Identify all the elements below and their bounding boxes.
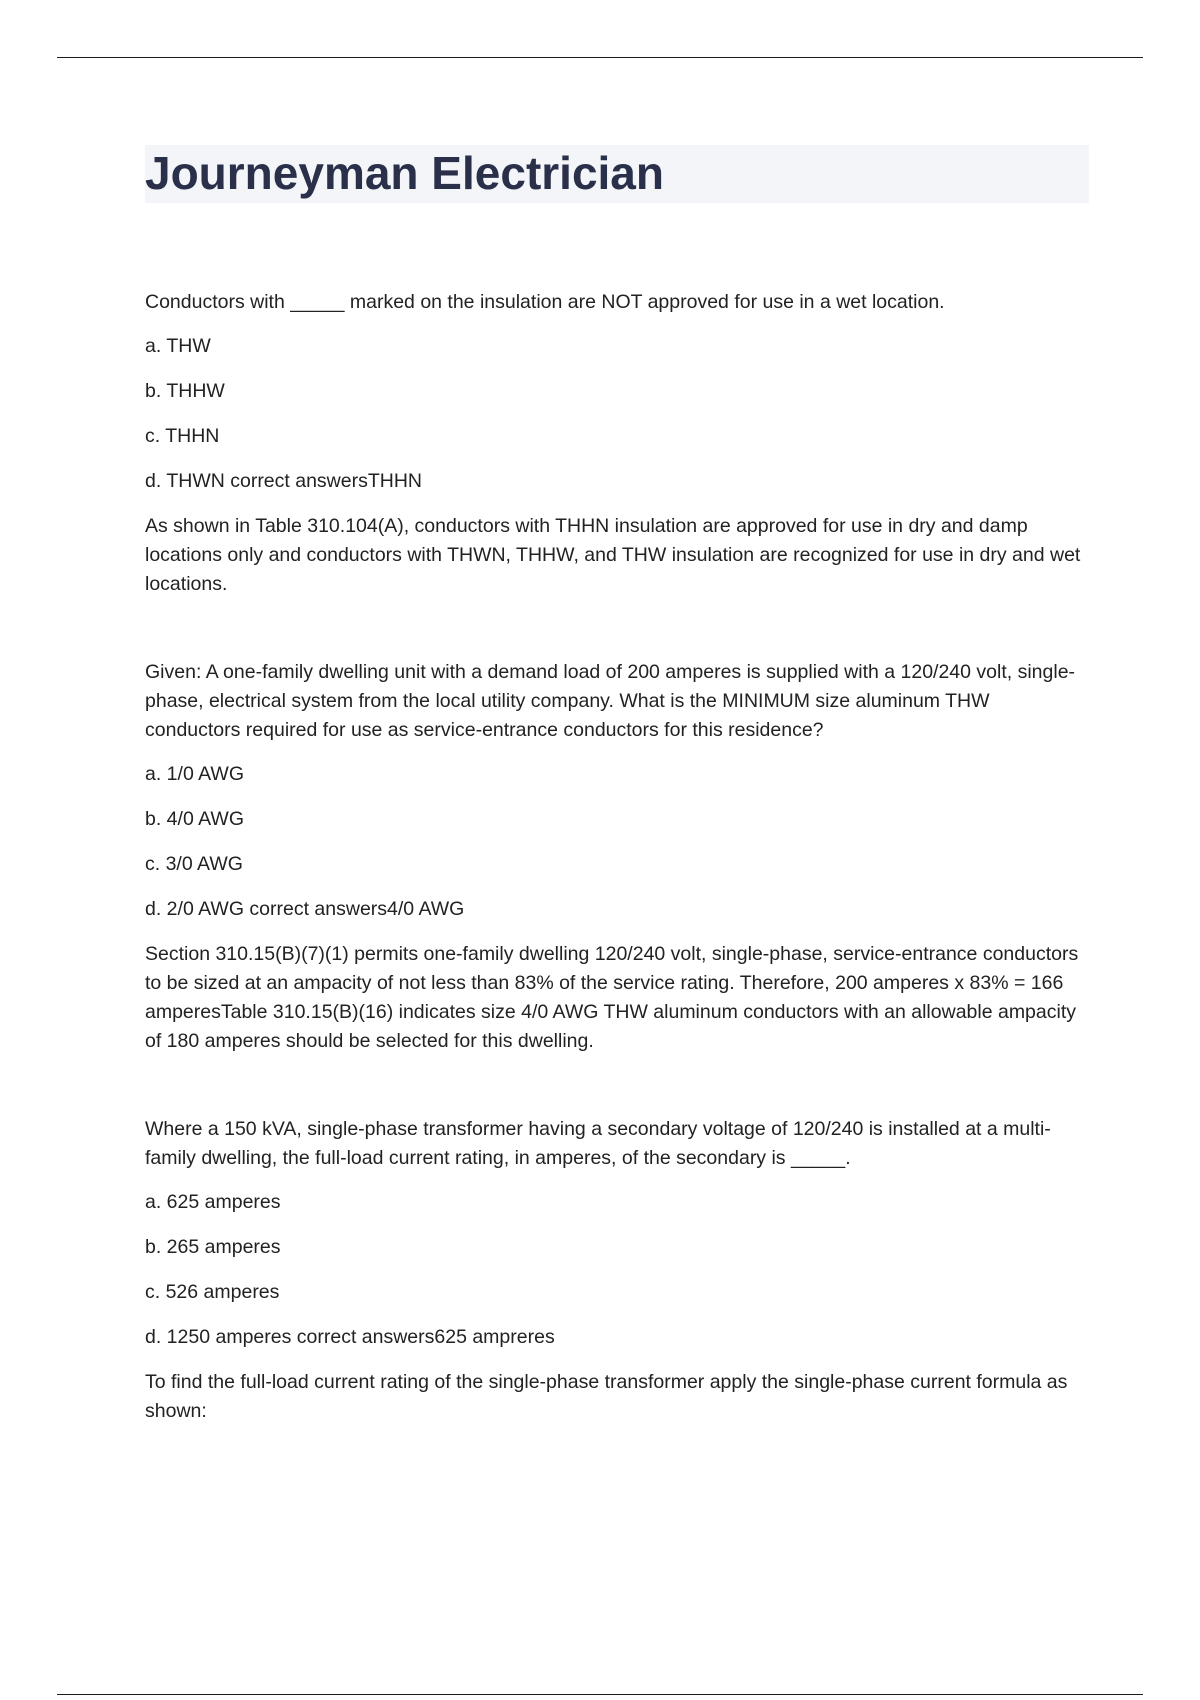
question-spacer: [145, 599, 1090, 658]
answer-explanation: Section 310.15(B)(7)(1) permits one-family dwelling 120/240 volt, single-phase, service-entrance conductors to be sized at an ampacity of not less than 83% of the service rating. Therefore, 200 amperes x 83% = 166 amperesTable 310.15(B)(16) indicates size 4/0 AWG THW aluminum conductors with an allowable ampacity of 180 amperes should be selected for this dwelling.: [145, 943, 1079, 1052]
document-body: [145, 288, 1090, 1426]
answer-option-correct: d. THWN correct answersTHHN: [145, 470, 423, 492]
header-rule: [57, 57, 1143, 58]
question-spacer: [145, 1056, 1090, 1115]
document-title: Journeyman Electrician: [145, 147, 664, 199]
answer-explanation: As shown in Table 310.104(A), conductors with THHN insulation are approved for use in dry and damp locations only and conductors with THWN, THHW, and THW insulation are recognized for use in dry and wet locations.: [145, 515, 1081, 595]
answer-option: b. THHW: [145, 380, 225, 402]
answer-option: c. 3/0 AWG: [145, 853, 243, 875]
answer-option: a. 625 amperes: [145, 1191, 281, 1213]
question-block-2: [145, 658, 1090, 1056]
question-block-3: [145, 1115, 1090, 1426]
question-text: Given: A one-family dwelling unit with a demand load of 200 amperes is supplied with a 120/240 volt, single-phase, electrical system from the local utility company. What is the MINIMUM size aluminum THW conductors required for use as service-entrance conductors for this residence?: [145, 661, 1076, 741]
answer-explanation: To find the full-load current rating of the single-phase transformer apply the single-phase current formula as shown:: [145, 1371, 1068, 1422]
answer-option: a. THW: [145, 335, 211, 357]
answer-option-correct: d. 2/0 AWG correct answers4/0 AWG: [145, 898, 465, 920]
answer-option: c. 526 amperes: [145, 1281, 280, 1303]
answer-option: c. THHN: [145, 425, 220, 447]
footer-rule: [57, 1694, 1143, 1695]
question-text: Where a 150 kVA, single-phase transformer having a secondary voltage of 120/240 is installed at a multi-family dwelling, the full-load current rating, in amperes, of the secondary is _____.: [145, 1118, 1051, 1169]
answer-option: a. 1/0 AWG: [145, 763, 244, 785]
answer-option: b. 265 amperes: [145, 1236, 281, 1258]
answer-option: b. 4/0 AWG: [145, 808, 244, 830]
answer-option-correct: d. 1250 amperes correct answers625 ampreres: [145, 1326, 555, 1348]
question-text: Conductors with _____ marked on the insulation are NOT approved for use in a wet location.: [145, 291, 945, 313]
question-block-1: [145, 288, 1090, 599]
